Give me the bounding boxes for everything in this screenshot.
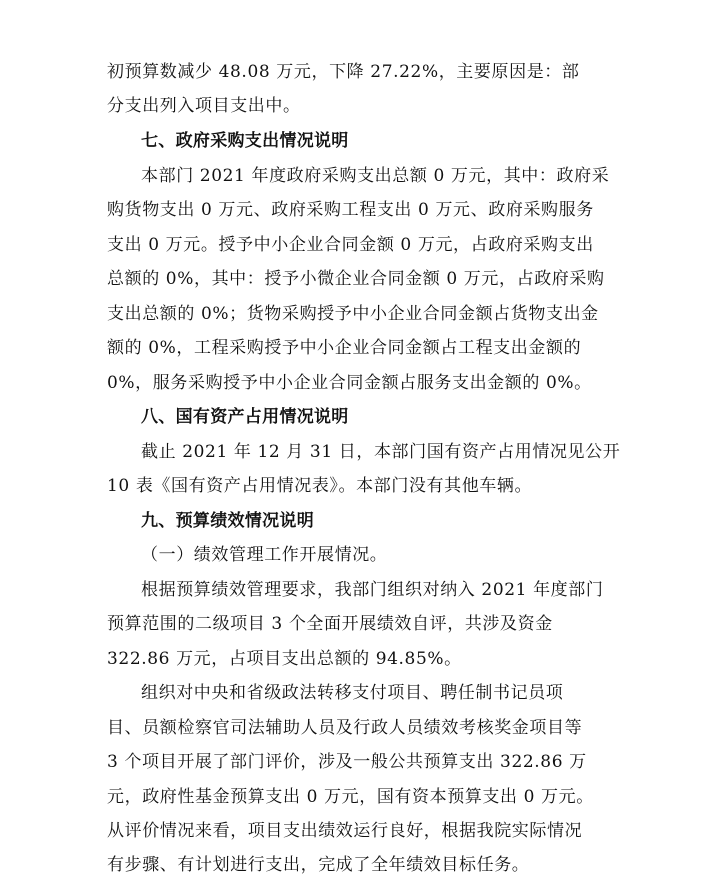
text-line: 预算范围的二级项目 3 个全面开展绩效自评，共涉及资金 [107, 614, 553, 634]
text-line: 截止 2021 年 12 月 31 日，本部门国有资产占用情况见公开 [141, 442, 621, 462]
text-line: 根据预算绩效管理要求，我部门组织对纳入 2021 年度部门 [141, 580, 604, 600]
text-line: 支出 0 万元。授予中小企业合同金额 0 万元，占政府采购支出 [107, 235, 594, 255]
text-line: 额的 0%，工程采购授予中小企业合同金额占工程支出金额的 [107, 338, 582, 358]
text-line: 10 表《国有资产占用情况表》。本部门没有其他车辆。 [107, 476, 533, 496]
text-line: 元，政府性基金预算支出 0 万元，国有资本预算支出 0 万元。 [107, 787, 594, 807]
text-line: 从评价情况来看，项目支出绩效运行良好，根据我院实际情况 [107, 821, 583, 841]
text-line: 本部门 2021 年度政府采购支出总额 0 万元，其中：政府采 [141, 166, 610, 186]
text-line: 组织对中央和省级政法转移支付项目、聘任制书记员项 [141, 683, 564, 703]
text-line: 支出总额的 0%；货物采购授予中小企业合同金额占货物支出金 [107, 304, 599, 324]
section-heading-assets: 八、国有资产占用情况说明 [141, 407, 349, 427]
text-line: 0%，服务采购授予中小企业合同金额占服务支出金额的 0%。 [107, 373, 592, 393]
section-heading-performance: 九、预算绩效情况说明 [141, 511, 314, 531]
text-line: 总额的 0%，其中：授予小微企业合同金额 0 万元，占政府采购 [107, 269, 605, 289]
text-line: 有步骤、有计划进行支出，完成了全年绩效目标任务。 [107, 855, 530, 875]
text-line: 初预算数减少 48.08 万元，下降 27.22%，主要原因是：部 [107, 62, 580, 82]
text-line: 购货物支出 0 万元、政府采购工程支出 0 万元、政府采购服务 [107, 200, 594, 220]
text-line: 3 个项目开展了部门评价，涉及一般公共预算支出 322.86 万 [107, 752, 587, 772]
text-line: 目、员额检察官司法辅助人员及行政人员绩效考核奖金项目等 [107, 718, 583, 738]
text-line: 322.86 万元，占项目支出总额的 94.85%。 [107, 649, 462, 669]
subheading-line: （一）绩效管理工作开展情况。 [141, 545, 388, 565]
text-line: 分支出列入项目支出中。 [107, 96, 301, 116]
section-heading-procurement: 七、政府采购支出情况说明 [141, 131, 349, 151]
